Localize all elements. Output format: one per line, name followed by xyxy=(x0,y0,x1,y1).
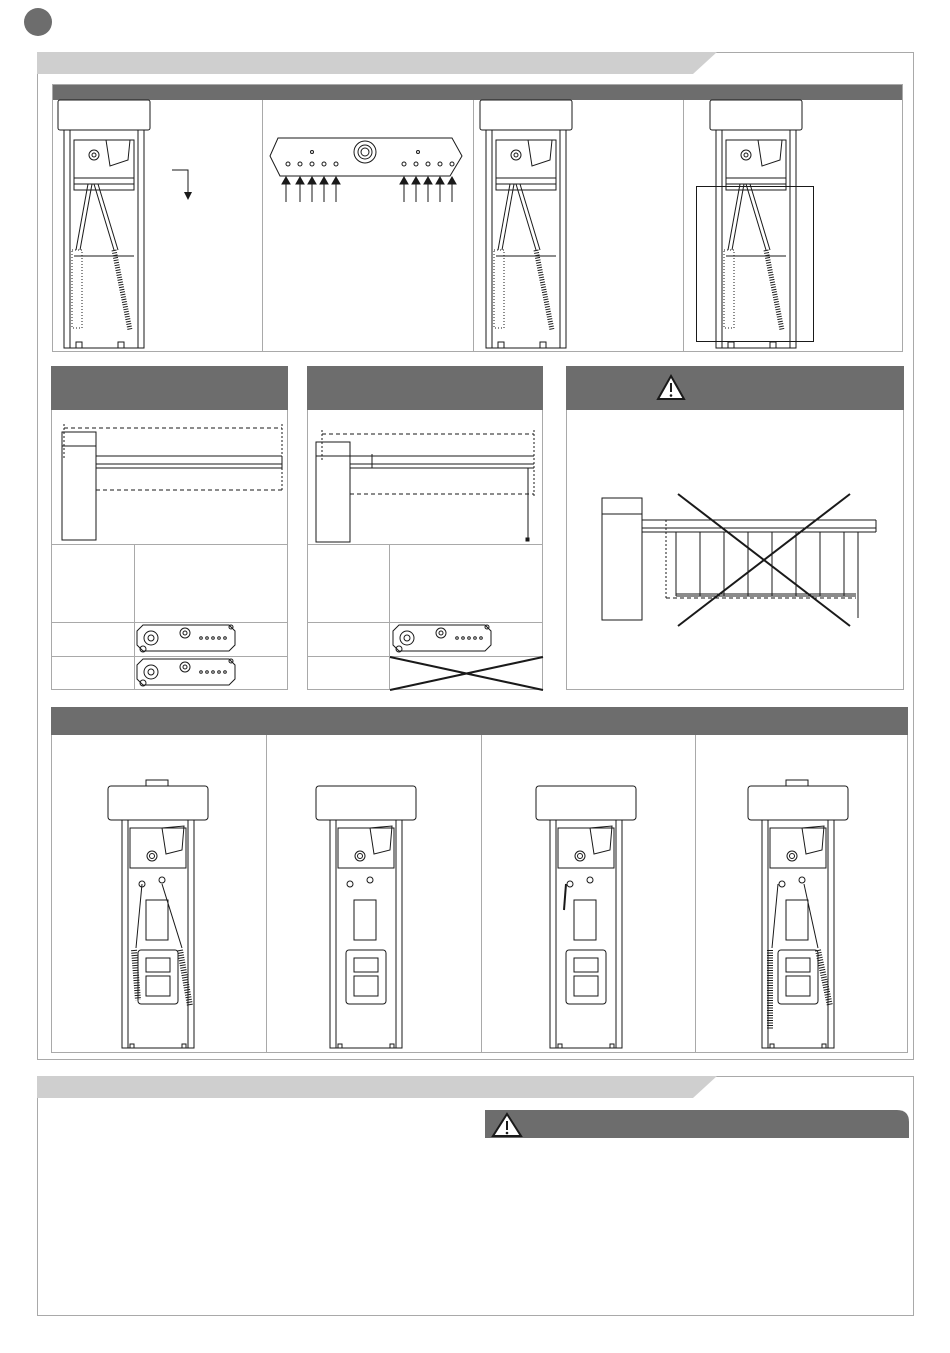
cabinet-config-4 xyxy=(748,780,848,1050)
config-panel-b-header xyxy=(307,366,543,410)
configurations-strip-header xyxy=(51,707,908,735)
cabinet-config-1 xyxy=(108,780,208,1050)
boom-drawing-b xyxy=(312,420,542,544)
spring-plate-holes xyxy=(270,132,470,212)
plate-option-a1 xyxy=(137,625,237,655)
config-panel-warning-header xyxy=(566,366,904,410)
boom-drawing-a xyxy=(56,420,286,542)
arrow-up-icon xyxy=(282,177,456,202)
cabinet-drawing-1 xyxy=(58,100,150,350)
section-2-tab xyxy=(37,1076,914,1100)
plate-option-b1 xyxy=(393,625,493,655)
cabinet-config-2 xyxy=(316,780,416,1050)
spring-guard-outline xyxy=(696,186,814,342)
plate-option-a2 xyxy=(137,659,237,689)
cabinet-config-3 xyxy=(536,780,636,1050)
section-1-tab xyxy=(37,52,914,76)
warning-banner xyxy=(485,1110,909,1140)
warning-triangle-icon xyxy=(656,374,686,401)
arrow-down-icon xyxy=(170,168,200,202)
config-panel-a-header xyxy=(51,366,288,410)
cross-out-icon xyxy=(390,657,543,690)
boom-with-skirt-drawing xyxy=(600,490,880,630)
page-number-badge xyxy=(24,8,52,36)
cabinet-drawing-3 xyxy=(480,100,572,350)
